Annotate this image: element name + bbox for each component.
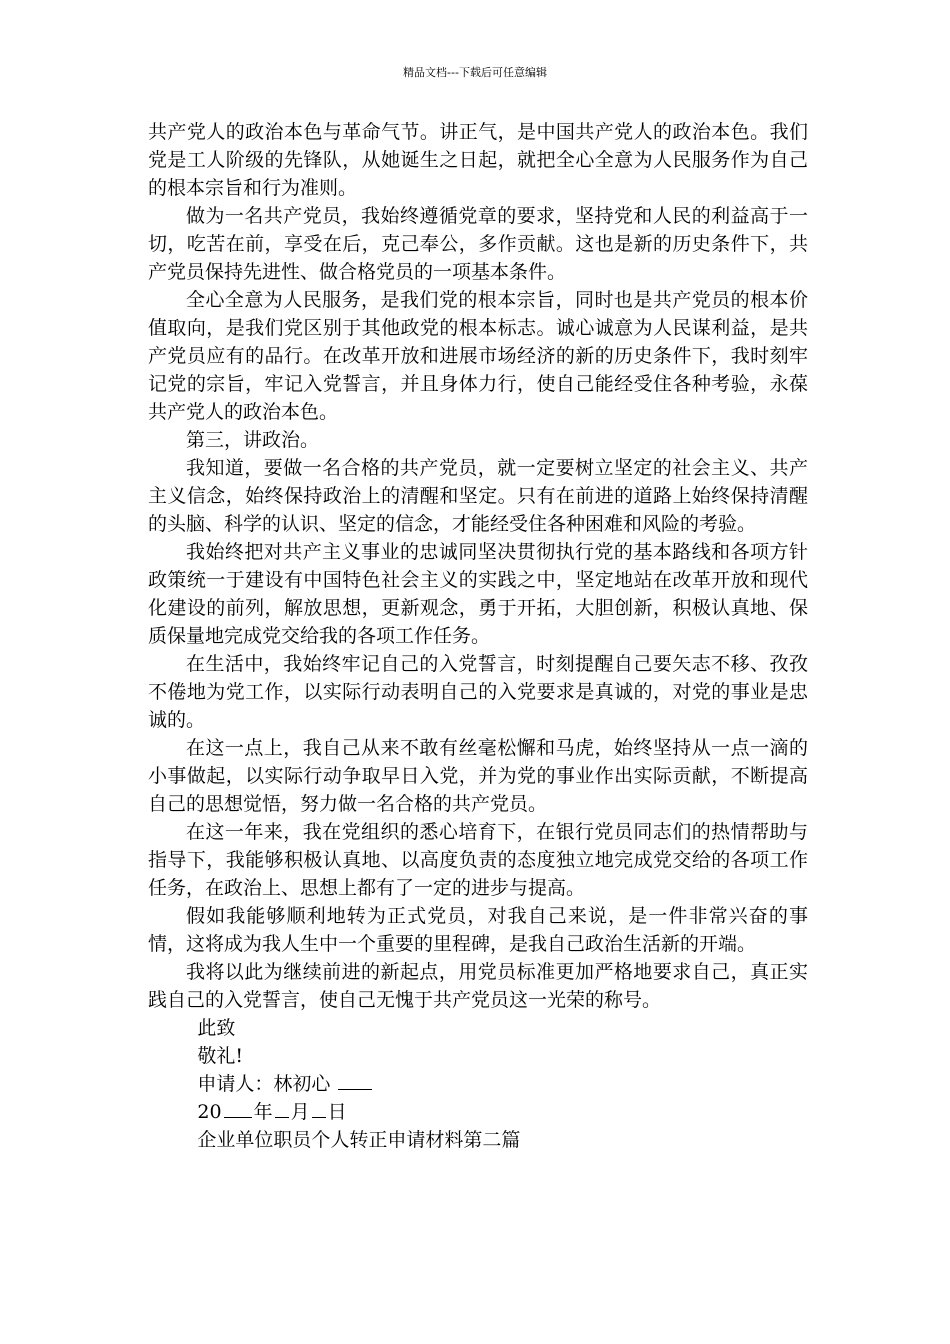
paragraph-6: 我始终把对共产主义事业的忠诚同坚决贯彻执行党的基本路线和各项方针政策统一于建设有中国特色社会主义的实践之中，坚定地站在改革开放和现代化建设的前列，解放思想，更新观念，勇于开拓，大胆创新，积极认真地、保质保量地完成党交给我的各项工作任务。 xyxy=(148,541,808,647)
paragraph-3: 全心全意为人民服务，是我们党的根本宗旨，同时也是共产党员的根本价值取向，是我们党区别于其他政党的根本标志。诚心诚意为人民谋利益，是共产党员应有的品行。在改革开放和进展市场经济的新的历史条件下，我时刻牢记党的宗旨，牢记入党誓言，并且身体力行，使自己能经受住各种考验，永葆共产党人的政治本色。 xyxy=(148,289,808,423)
paragraph-10: 假如我能够顺利地转为正式党员，对我自己来说，是一件非常兴奋的事情，这将成为我人生中一个重要的里程碑，是我自己政治生活新的开端。 xyxy=(148,905,808,955)
date-month: 月 xyxy=(290,1101,310,1123)
paragraph-9: 在这一年来，我在党组织的悉心培育下，在银行党员同志们的热情帮助与指导下，我能够积极认真地、以高度负责的态度独立地完成党交给的各项工作任务，在政治上、思想上都有了一定的进步与提高。 xyxy=(148,821,808,899)
paragraph-8: 在这一点上，我自己从来不敢有丝毫松懈和马虎，始终坚持从一点一滴的小事做起，以实际行动争取早日入党，并为党的事业作出实际贡献，不断提高自己的思想觉悟，努力做一名合格的共产党员。 xyxy=(148,737,808,815)
month-blank xyxy=(275,1098,289,1118)
date-day: 日 xyxy=(327,1101,347,1123)
year-blank xyxy=(224,1098,252,1118)
date-prefix: 20 xyxy=(197,1101,222,1123)
paragraph-11: 我将以此为继续前进的新起点，用党员标准更加严格地要求自己，真正实践自己的入党誓言，使自己无愧于共产党员这一光荣的称号。 xyxy=(148,961,808,1011)
document-body xyxy=(148,118,808,1154)
date-year: 年 xyxy=(253,1101,273,1123)
applicant-line xyxy=(148,1070,808,1098)
day-blank xyxy=(312,1098,326,1118)
next-section-title: 企业单位职员个人转正申请材料第二篇 xyxy=(197,1129,521,1151)
date-line xyxy=(148,1098,808,1126)
salutation: 此致 xyxy=(197,1017,236,1039)
paragraph-7: 在生活中，我始终牢记自己的入党誓言，时刻提醒自己要矢志不移、孜孜不倦地为党工作，以实际行动表明自己的入党要求是真诚的，对党的事业是忠诚的。 xyxy=(148,653,808,731)
regards: 敬礼! xyxy=(197,1045,244,1067)
paragraph-1: 共产党人的政治本色与革命气节。讲正气，是中国共产党人的政治本色。我们党是工人阶级的先锋队，从她诞生之日起，就把全心全意为人民服务作为自己的根本宗旨和行为准则。 xyxy=(148,121,808,199)
section-heading-third: 第三，讲政治。 xyxy=(186,429,320,451)
applicant-label: 申请人：林初心 xyxy=(197,1073,331,1095)
paragraph-2: 做为一名共产党员，我始终遵循党章的要求，坚持党和人民的利益高于一切，吃苦在前，享受在后，克己奉公，多作贡献。这也是新的历史条件下，共产党员保持先进性、做合格党员的一项基本条件。 xyxy=(148,205,808,283)
page-header: 精品文档---下载后可任意编辑 xyxy=(403,66,547,79)
signature-blank xyxy=(338,1070,372,1090)
paragraph-5: 我知道，要做一名合格的共产党员，就一定要树立坚定的社会主义、共产主义信念，始终保持政治上的清醒和坚定。只有在前进的道路上始终保持清醒的头脑、科学的认识、坚定的信念，才能经受住各种困难和风险的考验。 xyxy=(148,457,808,535)
